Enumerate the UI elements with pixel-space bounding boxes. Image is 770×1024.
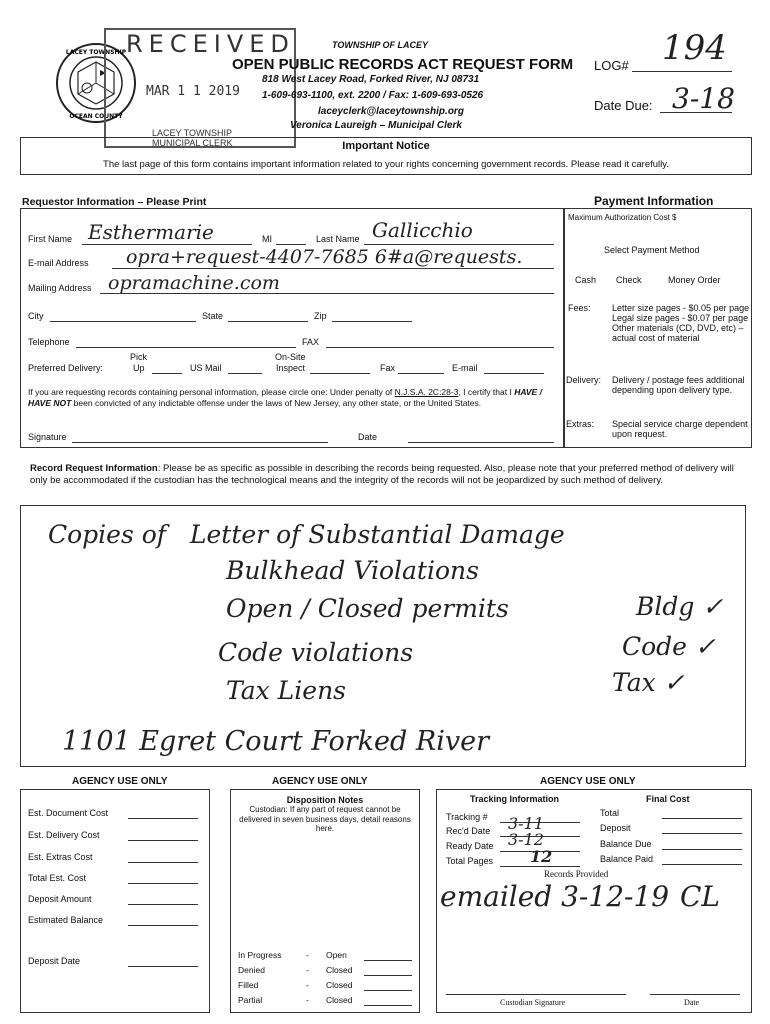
margin-note-tax: Tax ✓ (612, 668, 685, 697)
agency-left-row-line (128, 818, 198, 819)
request-line-2: Bulkhead Violations (226, 556, 479, 585)
request-line-5: Tax Liens (226, 676, 347, 705)
pages-value: 12 (530, 847, 553, 866)
agency-left-row-line (128, 840, 198, 841)
certify-part3: been convicted of any indictable offense under the laws of New Jersey, any other state, or the United States. (73, 397, 482, 408)
final-deposit-line (662, 833, 742, 834)
certify-part1: If you are requesting records containing personal information, please circle one: Under penalty of (28, 387, 393, 397)
initials: CL (680, 880, 721, 913)
signature-label: Signature (28, 432, 67, 442)
status-row-label: In Progress (238, 950, 282, 960)
final-deposit-label: Deposit (600, 823, 631, 833)
first-name-value: Esthermarie (88, 220, 214, 244)
stamp-received-text: RECEIVED (126, 30, 295, 58)
status-row-dash: - (306, 950, 309, 960)
certify-part2: , I certify that I (458, 387, 512, 397)
emailed-note: emailed 3-12-19 (440, 880, 670, 913)
custodian-sig-line (446, 994, 626, 995)
certify-statute: N.J.S.A. 2C:28-3 (394, 387, 459, 397)
zip-line (332, 321, 412, 322)
disposition-text: Custodian: If any part of request cannot be delivered in seven business days, detail reasons here. (239, 805, 411, 833)
agency-left-row-label: Est. Delivery Cost (28, 830, 100, 840)
record-request-label: Record Request Information (30, 463, 158, 474)
mailing-label: Mailing Address (28, 283, 92, 293)
delivery-fees-text: Delivery / postage fees additional depending upon delivery type. (612, 375, 745, 395)
final-total-line (662, 818, 742, 819)
stamp-date: MAR 1 1 2019 (146, 84, 240, 99)
tracking-title: Tracking Information (470, 794, 560, 804)
notice-text: The last page of this form contains important information related to your rights concerning government records. Please read it carefully. (103, 159, 669, 170)
email-label: E-mail Address (28, 258, 89, 268)
agency-left-row-line (128, 925, 198, 926)
status-row-line (364, 975, 412, 976)
disposition-title: Disposition Notes (286, 795, 364, 805)
pages-line (500, 866, 580, 867)
extras-text: Special service charge dependent upon request. (612, 419, 748, 439)
log-underline (632, 71, 732, 72)
mailing-value: opramachine.com (108, 272, 280, 294)
delivery-label: Preferred Delivery: (28, 363, 104, 373)
ready-label: Ready Date (446, 841, 494, 851)
status-row-state: Closed (326, 980, 353, 990)
status-row-dash: - (306, 980, 309, 990)
fees-text: Letter size pages - $0.05 per page Legal size pages - $0.07 per page Other materials (CD, DVD, etc) – actual cost of material (612, 303, 750, 343)
status-row-line (364, 1005, 412, 1006)
delivery-inspect: Inspect (276, 363, 306, 373)
agency-mid-title: AGENCY USE ONLY (272, 776, 368, 787)
status-row-label: Denied (238, 965, 265, 975)
important-notice-box (20, 137, 752, 175)
state-label: State (202, 311, 224, 321)
select-payment: Select Payment Method (604, 245, 700, 255)
delivery-fax-line (398, 373, 444, 374)
fees-label: Fees: (568, 303, 591, 313)
received-stamp (104, 28, 296, 148)
delivery-up: Up (133, 363, 145, 373)
city-label: City (28, 311, 44, 321)
zip-label: Zip (314, 311, 327, 321)
agency-left-row-label: Deposit Date (28, 956, 81, 966)
agency-left-row-line (128, 966, 198, 967)
status-row-dash: - (306, 995, 309, 1005)
usmail-line (228, 373, 262, 374)
delivery-fax: Fax (380, 363, 396, 373)
telephone-label: Telephone (28, 337, 70, 347)
final-cost-title: Final Cost (646, 794, 690, 804)
req-date-label: Date (358, 432, 378, 442)
email-address: laceyclerk@laceytownship.org (318, 106, 464, 117)
mi-label: MI (262, 234, 272, 244)
max-cost: Maximum Authorization Cost $ (568, 213, 677, 222)
request-line-1: Copies of Letter of Substantial Damage (48, 520, 565, 549)
certification-text (28, 387, 548, 408)
custodian-sig-label: Custodian Signature (500, 998, 566, 1007)
margin-note-bldg: Bldg ✓ (636, 592, 724, 621)
svg-text:LACEY TOWNSHIP: LACEY TOWNSHIP (65, 49, 127, 56)
agency-left-row-label: Deposit Amount (28, 894, 92, 904)
date-due-value: 3-18 (672, 82, 735, 115)
agency-left-row-label: Est. Document Cost (28, 808, 109, 818)
status-row-line (364, 990, 412, 991)
request-line-6: 1101 Egret Court Forked River (62, 726, 489, 757)
custodian-date-label: Date (684, 998, 700, 1007)
last-name-label: Last Name (316, 234, 360, 244)
fax-label: FAX (302, 337, 320, 347)
margin-note-code: Code ✓ (622, 632, 716, 661)
delivery-email-line (484, 373, 544, 374)
phone: 1-609-693-1100, ext. 2200 / Fax: 1-609-693-0526 (262, 90, 484, 101)
requestor-section-title: Requestor Information – Please Print (22, 196, 207, 208)
agency-left-row-line (128, 883, 198, 884)
agency-left-row-label: Total Est. Cost (28, 873, 87, 883)
agency-right-title: AGENCY USE ONLY (540, 776, 636, 787)
up-line (152, 373, 182, 374)
email-line (112, 268, 554, 269)
status-row-label: Partial (238, 995, 263, 1005)
log-label: LOG# (594, 58, 629, 73)
first-name-line (82, 244, 252, 245)
status-row-state: Open (326, 950, 347, 960)
request-line-3: Open / Closed permits (226, 594, 509, 623)
telephone-line (76, 347, 296, 348)
delivery-email: E-mail (452, 363, 478, 373)
pick-label: Pick (130, 352, 148, 362)
status-row-line (364, 960, 412, 961)
city-line (50, 321, 196, 322)
agency-left-title: AGENCY USE ONLY (72, 776, 168, 787)
delivery-fees-label: Delivery: (566, 375, 602, 385)
pay-cash: Cash (575, 275, 597, 285)
recd-value: 3-11 (508, 814, 544, 833)
balance-paid-label: Balance Paid (600, 854, 654, 864)
request-line-4: Code violations (218, 638, 414, 667)
delivery-usmail: US Mail (190, 363, 222, 373)
agency-left-row-label: Est. Extras Cost (28, 852, 93, 862)
payment-title: Payment Information (594, 194, 714, 208)
custodian-date-line (650, 994, 740, 995)
last-name-value: Gallicchio (372, 218, 473, 242)
certify-choice: HAVE / HAVE NOT (28, 387, 542, 408)
stamp-line2: MUNICIPAL CLERK (152, 138, 233, 148)
status-row-state: Closed (326, 965, 353, 975)
address: 818 West Lacey Road, Forked River, NJ 08731 (262, 74, 480, 85)
notice-title: Important Notice (342, 140, 430, 152)
clerk-name: Veronica Laureigh – Municipal Clerk (290, 120, 462, 131)
balance-paid-line (662, 864, 742, 865)
record-request-text: : Please be as specific as possible in describing the records being requested. Also, please note that your preferred method of delivery will only be accommodated if the custodian has the technological means and the integrity of the records will not be jeopardized by such method of delivery. (30, 463, 734, 486)
status-row-state: Closed (326, 995, 353, 1005)
township-heading: TOWNSHIP OF LACEY (332, 40, 429, 50)
pay-money-order: Money Order (668, 275, 721, 285)
pages-label: Total Pages (446, 856, 494, 866)
inspect-line (310, 373, 370, 374)
svg-text:OCEAN COUNTY: OCEAN COUNTY (69, 113, 123, 120)
balance-due-label: Balance Due (600, 839, 652, 849)
records-provided: Records Provided (544, 869, 609, 879)
tracking-label: Tracking # (446, 812, 488, 822)
recd-label: Rec'd Date (446, 826, 491, 836)
signature-line (72, 442, 328, 443)
pay-check: Check (616, 275, 642, 285)
req-date-line (408, 442, 554, 443)
record-request-instructions (30, 463, 745, 486)
form-title: OPEN PUBLIC RECORDS ACT REQUEST FORM (232, 56, 574, 73)
last-name-line (364, 244, 554, 245)
balance-due-line (662, 849, 742, 850)
fax-line (326, 347, 554, 348)
extras-label: Extras: (566, 419, 595, 429)
final-total-label: Total (600, 808, 620, 818)
status-row-label: Filled (238, 980, 259, 990)
email-value: opra+request-4407-7685 6#a@requests. (126, 246, 523, 268)
status-row-dash: - (306, 965, 309, 975)
log-value: 194 (662, 28, 727, 68)
agency-left-row-line (128, 904, 198, 905)
stamp-line1: LACEY TOWNSHIP (152, 128, 233, 138)
agency-left-row-label: Estimated Balance (28, 915, 104, 925)
first-name-label: First Name (28, 234, 73, 244)
state-line (228, 321, 308, 322)
mi-line (276, 244, 306, 245)
onsite-label: On-Site (275, 352, 306, 362)
ready-value: 3-12 (508, 830, 544, 849)
agency-left-row-line (128, 862, 198, 863)
date-due-label: Date Due: (594, 98, 653, 113)
